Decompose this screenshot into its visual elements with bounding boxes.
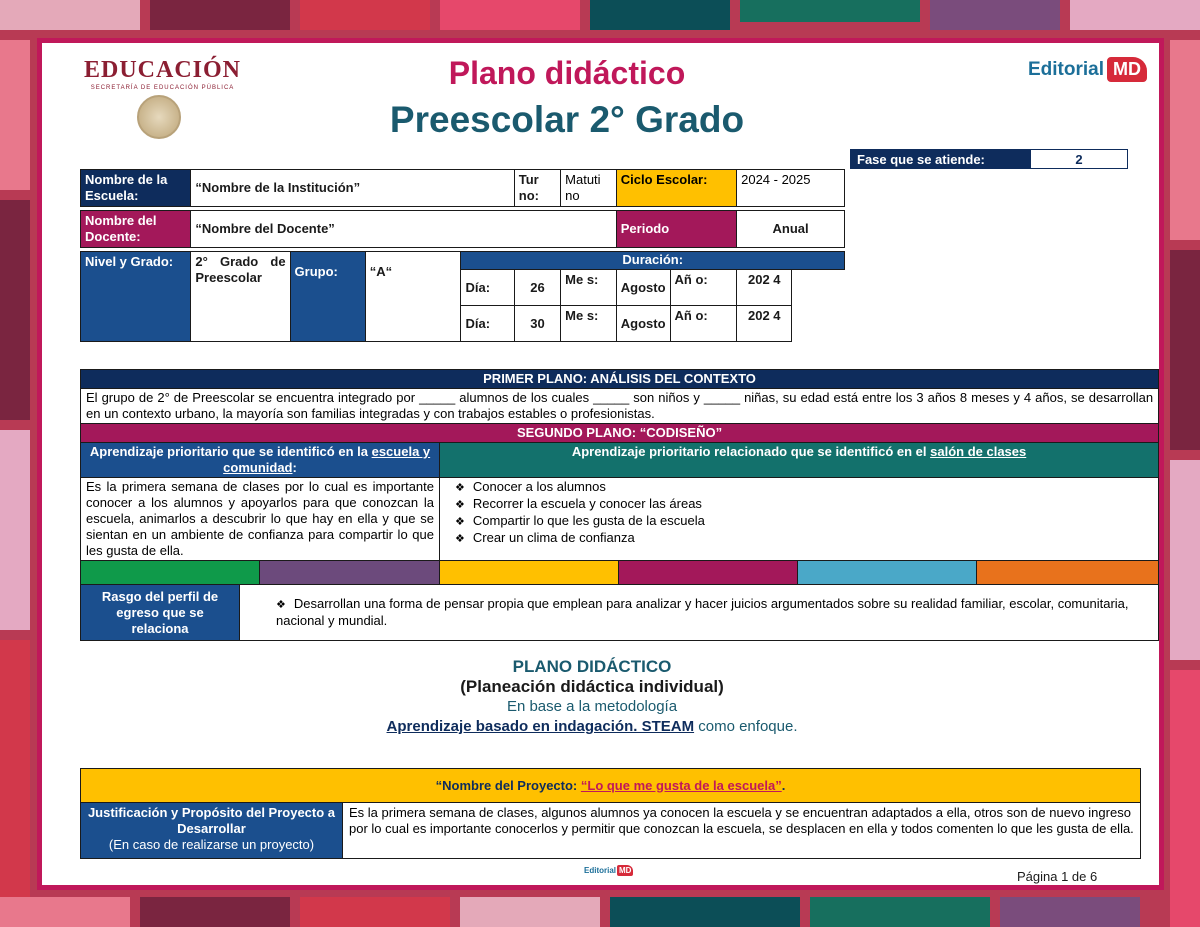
list-item: ❖ Desarrollan una forma de pensar propia que emplean para analizar y hacer juicios argumentados sobre su realidad familiar, escolar, comunitaria, nacional y mundial. <box>276 596 1153 629</box>
approach-name: Aprendizaje basado en indagación. STEAM <box>386 718 695 735</box>
turno-value: Matuti no <box>561 170 617 207</box>
color-band-green <box>81 561 260 585</box>
nivel-label: Nivel y Grado: <box>81 252 191 342</box>
fase-label: Fase que se atiende: <box>851 150 1031 168</box>
list-item: ❖ Compartir lo que les gusta de la escuela <box>455 513 1153 530</box>
rasgo-text <box>240 585 1159 641</box>
docente-value: “Nombre del Docente” <box>191 211 616 248</box>
mes-label: Me s: <box>561 306 617 342</box>
list-item: ❖ Recorrer la escuela y conocer las áreas <box>455 496 1153 513</box>
justificacion-note: (En caso de realizarse un proyecto) <box>108 837 315 852</box>
color-band-purple <box>260 561 440 585</box>
justificacion-label-text: Justificación y Propósito del Proyecto a Desarrollar <box>87 805 336 836</box>
color-bar <box>81 561 1159 585</box>
school-info-table <box>80 169 845 342</box>
footer-logo-word: Editorial <box>584 866 617 875</box>
project-name: “Lo que me gusta de la escuela” <box>580 777 782 793</box>
plano-subtitle: (Planeación didáctica individual) <box>460 677 724 696</box>
project-title-suffix: . <box>781 777 786 793</box>
escuela-aprendizaje-header <box>81 443 440 478</box>
footer-editorial-logo <box>584 865 633 876</box>
editorial-md-logo <box>1028 57 1147 82</box>
rasgo-label: Rasgo del perfil de egreso que se relaciona <box>81 585 240 641</box>
periodo-value: Anual <box>737 211 845 248</box>
nivel-value: 2° Grado de Preescolar <box>191 252 290 342</box>
color-band-orange <box>977 561 1159 585</box>
salon-aprendizaje-header <box>440 443 1159 478</box>
escuela-value: “Nombre de la Institución” <box>191 170 514 207</box>
approach-suffix: como enfoque. <box>694 718 798 735</box>
mes-label: Me s: <box>561 270 617 306</box>
justificacion-text: Es la primera semana de clases, algunos alumnos ya conocen la escuela y se encuentran adaptados a ella, otros son de nuevo ingreso por lo cual es importante conocerlos y permitir que conozcan la escuela, se desplacen en ella y todos comenten lo que les gusta de ella. <box>343 803 1141 859</box>
color-band-magenta <box>619 561 798 585</box>
mes-value: Agosto <box>616 306 670 342</box>
anio-label: Añ o: <box>670 306 737 342</box>
ciclo-value: 2024 - 2025 <box>737 170 845 207</box>
anio-value: 202 4 <box>737 270 792 306</box>
plano-methodology-line: En base a la metodología <box>506 698 678 715</box>
escuela-header-underlined: escuela y comunidad <box>223 444 431 475</box>
page-number: Página 1 de 6 <box>1017 869 1098 884</box>
segundo-plano-title: SEGUNDO PLANO: “CODISEÑO” <box>81 424 1159 443</box>
plano-title: PLANO DIDÁCTICO <box>512 657 672 676</box>
list-item: ❖ Conocer a los alumnos <box>455 479 1153 496</box>
md-logo-icon: MD <box>1107 57 1147 82</box>
ciclo-label: Ciclo Escolar: <box>616 170 736 207</box>
turno-label: Tur no: <box>514 170 560 207</box>
color-band-yellow <box>440 561 619 585</box>
editorial-logo-word: Editorial <box>1027 58 1104 80</box>
footer-md-icon: MD <box>619 866 632 875</box>
escuela-header-text: Aprendizaje prioritario que se identificó en la <box>89 444 372 459</box>
escuela-aprendizaje-text: Es la primera semana de clases por lo cual es importante conocer a los alumnos y apoyarlos para que conozcan la escuela, animarlos a descubrir lo que hay en ella y que se sientan en un ambiente de confianza para compartir lo que les gusta de ella. <box>81 478 440 561</box>
plano-approach-line <box>282 717 902 737</box>
escuela-label: Nombre de la Escuela: <box>81 170 191 207</box>
salon-header-underlined: salón de clases <box>930 444 1027 459</box>
salon-header-text: Aprendizaje prioritario relacionado que se identificó en el <box>571 444 931 459</box>
mes-value: Agosto <box>616 270 670 306</box>
fase-value: 2 <box>1075 152 1083 167</box>
salon-aprendizaje-list <box>440 478 1159 561</box>
justificacion-label <box>81 803 343 859</box>
document-subtitle: Preescolar 2° Grado <box>389 99 745 140</box>
document-page <box>37 38 1164 890</box>
fase-box <box>850 149 1128 169</box>
document-title: Plano didáctico <box>448 55 686 91</box>
color-band-lightblue <box>798 561 977 585</box>
primer-plano-text: El grupo de 2° de Preescolar se encuentra integrado por _____ alumnos de los cuales _____ son niños y _____ niñas, su edad está entre los 3 años 8 meses y 4 años, se desarrollan en un contexto urbano, la mayoría son familias integradas y con trabajos estables o profesionistas. <box>81 389 1159 424</box>
sep-logo-subtext: SECRETARÍA DE EDUCACIÓN PÚBLICA <box>90 85 235 91</box>
dia-label: Día: <box>461 270 514 306</box>
dia-value: 30 <box>514 306 560 342</box>
dia-label: Día: <box>461 306 514 342</box>
sep-logo-text: EDUCACIÓN <box>83 57 241 83</box>
project-table <box>80 768 1141 859</box>
duracion-label: Duración: <box>461 252 845 270</box>
escuela-header-colon: : <box>292 460 297 475</box>
docente-label: Nombre del Docente: <box>81 211 191 248</box>
periodo-label: Periodo <box>616 211 736 248</box>
plano-didactico-heading <box>282 657 902 737</box>
list-item: ❖ Crear un clima de confianza <box>455 530 1153 547</box>
project-title <box>81 769 1141 803</box>
anio-value: 202 4 <box>737 306 792 342</box>
sep-logo <box>80 57 245 91</box>
national-seal-icon <box>137 95 181 139</box>
grupo-value: “A“ <box>365 252 461 342</box>
grupo-label: Grupo: <box>290 252 365 342</box>
dia-value: 26 <box>514 270 560 306</box>
planning-table <box>80 369 1159 641</box>
project-title-prefix: “Nombre del Proyecto: <box>435 777 581 793</box>
primer-plano-title: PRIMER PLANO: ANÁLISIS DEL CONTEXTO <box>81 370 1159 389</box>
anio-label: Añ o: <box>670 270 737 306</box>
